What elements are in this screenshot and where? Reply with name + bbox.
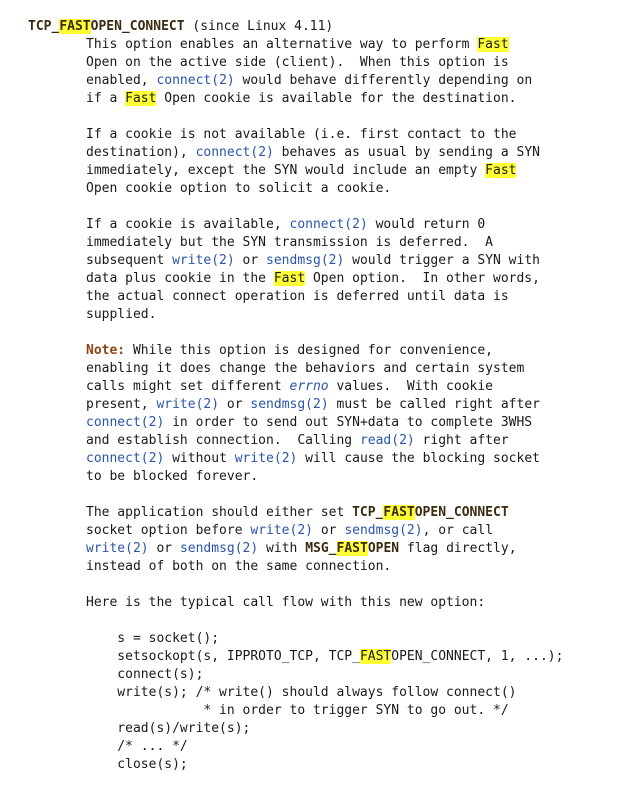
- text-line: [86, 522, 493, 540]
- text-segment: immediately, except the SYN would include an empty: [86, 163, 486, 178]
- text-segment: Open cookie option to solicit a cookie.: [86, 181, 392, 196]
- text-segment: connect(s);: [86, 667, 204, 682]
- text-segment: supplied.: [86, 307, 157, 322]
- manpage-link[interactable]: write(2): [86, 541, 149, 556]
- text-line: [86, 54, 509, 72]
- text-segment: or: [219, 397, 251, 412]
- text-line: [86, 756, 188, 774]
- text-segment: or: [234, 253, 267, 268]
- text-segment: must be called right after: [328, 397, 540, 412]
- text-line: [86, 684, 516, 702]
- search-highlight: FAST: [383, 505, 415, 520]
- search-highlight: Fast: [125, 91, 157, 106]
- text-segment: /* ... */: [86, 739, 188, 754]
- manpage-link[interactable]: sendmsg(2): [266, 253, 345, 268]
- constant-name: OPEN: [367, 541, 400, 556]
- text-segment: will cause the blocking socket: [297, 451, 540, 466]
- text-line: [86, 288, 509, 306]
- search-highlight: Fast: [477, 37, 509, 52]
- text-line: [86, 342, 493, 360]
- search-highlight: FAST: [359, 649, 392, 664]
- text-segment: OPEN_CONNECT, 1, ...);: [391, 649, 564, 664]
- text-line: [86, 738, 188, 756]
- text-segment: Open cookie is available for the destination.: [156, 91, 517, 106]
- manpage-link[interactable]: write(2): [156, 397, 220, 412]
- text-line: [86, 90, 516, 108]
- text-segment: to be blocked forever.: [86, 469, 259, 484]
- text-line: [86, 666, 203, 684]
- text-line: [86, 450, 540, 468]
- text-segment: subsequent: [86, 253, 173, 268]
- text-line: [86, 144, 540, 162]
- text-line: [86, 432, 509, 450]
- text-segment: present,: [86, 397, 157, 412]
- text-segment: data plus cookie in the: [86, 271, 274, 286]
- text-segment: If a cookie is not available (i.e. first contact to the: [86, 127, 517, 142]
- manpage-link[interactable]: write(2): [234, 451, 298, 466]
- manpage-link[interactable]: sendmsg(2): [344, 523, 423, 538]
- manpage-link[interactable]: connect(2): [86, 415, 165, 430]
- manpage-link[interactable]: connect(2): [156, 73, 235, 88]
- note-label: Note:: [86, 343, 126, 358]
- text-segment: enabled,: [86, 73, 157, 88]
- title-suffix: OPEN_CONNECT: [90, 19, 185, 34]
- text-segment: with: [258, 541, 306, 556]
- search-highlight: Fast: [485, 163, 517, 178]
- option-title: [28, 18, 333, 36]
- text-line: [86, 702, 509, 720]
- text-line: [86, 630, 219, 648]
- text-segment: Open option. In other words,: [305, 271, 540, 286]
- text-segment: , or call: [422, 523, 494, 538]
- text-segment: immediately but the SYN transmission is deferred. A: [86, 235, 493, 250]
- text-segment: if a: [86, 91, 126, 106]
- title-since: (since Linux 4.11): [184, 19, 334, 34]
- text-segment: destination),: [86, 145, 196, 160]
- text-segment: values. With cookie: [328, 379, 494, 394]
- text-segment: Here is the typical call flow with this new option:: [86, 595, 486, 610]
- text-segment: * in order to trigger SYN to go out. */: [86, 703, 509, 718]
- search-highlight: Fast: [273, 271, 306, 286]
- manpage-link[interactable]: sendmsg(2): [250, 397, 329, 412]
- errno-term: errno: [289, 379, 329, 394]
- text-line: [86, 378, 493, 396]
- constant-name: TCP_: [352, 505, 384, 520]
- text-segment: instead of both on the same connection.: [86, 559, 392, 574]
- title-prefix: TCP_: [28, 19, 60, 34]
- text-line: [86, 72, 532, 90]
- text-line: [86, 504, 509, 522]
- text-line: [86, 36, 509, 54]
- text-line: [86, 234, 493, 252]
- text-segment: the actual connect operation is deferred until data is: [86, 289, 509, 304]
- text-segment: calls might set different: [86, 379, 290, 394]
- text-segment: or: [313, 523, 345, 538]
- manpage-link[interactable]: connect(2): [86, 451, 165, 466]
- text-line: [86, 252, 540, 270]
- text-line: [86, 162, 516, 180]
- manpage-link[interactable]: sendmsg(2): [179, 541, 259, 556]
- text-line: [86, 468, 258, 486]
- text-segment: in order to send out SYN+data to complete 3WHS: [164, 415, 533, 430]
- constant-name: MSG_: [305, 541, 337, 556]
- text-segment: This option enables an alternative way to perform: [86, 37, 478, 52]
- text-line: [86, 720, 250, 738]
- text-segment: enabling it does change the behaviors and certain system: [86, 361, 525, 376]
- text-segment: socket option before: [86, 523, 251, 538]
- text-segment: While this option is designed for convenience,: [125, 343, 493, 358]
- text-segment: would behave differently depending on: [234, 73, 533, 88]
- text-line: [86, 648, 563, 666]
- text-segment: would return 0: [367, 217, 486, 232]
- text-line: [86, 216, 485, 234]
- text-line: [86, 540, 517, 558]
- text-segment: s = socket();: [86, 631, 220, 646]
- manpage-link[interactable]: write(2): [250, 523, 313, 538]
- text-line: [86, 414, 532, 432]
- text-segment: would trigger a SYN with: [344, 253, 540, 268]
- title-highlight: FAST: [59, 19, 91, 34]
- text-segment: setsockopt(s, IPPROTO_TCP, TCP_: [86, 649, 360, 664]
- manpage-link[interactable]: write(2): [172, 253, 235, 268]
- text-line: [86, 180, 391, 198]
- text-line: [86, 360, 524, 378]
- text-segment: flag directly,: [399, 541, 517, 556]
- text-segment: Open on the active side (client). When this option is: [86, 55, 509, 70]
- text-segment: without: [164, 451, 235, 466]
- manpage-link[interactable]: connect(2): [289, 217, 368, 232]
- text-segment: write(s); /* write() should always follow connect(): [86, 685, 517, 700]
- text-segment: or: [148, 541, 180, 556]
- text-line: [86, 558, 391, 576]
- text-line: [86, 306, 156, 324]
- manpage-link[interactable]: connect(2): [195, 145, 274, 160]
- text-segment: The application should either set: [86, 505, 353, 520]
- search-highlight: FAST: [336, 541, 368, 556]
- text-segment: right after: [414, 433, 509, 448]
- text-segment: close(s);: [86, 757, 188, 772]
- text-segment: If a cookie is available,: [86, 217, 290, 232]
- text-line: [86, 126, 516, 144]
- manpage-link[interactable]: read(2): [359, 433, 415, 448]
- text-line: [86, 396, 540, 414]
- text-segment: read(s)/write(s);: [86, 721, 251, 736]
- text-line: [86, 594, 485, 612]
- text-line: [86, 270, 540, 288]
- constant-name: OPEN_CONNECT: [414, 505, 509, 520]
- text-segment: behaves as usual by sending a SYN: [273, 145, 540, 160]
- text-segment: and establish connection. Calling: [86, 433, 360, 448]
